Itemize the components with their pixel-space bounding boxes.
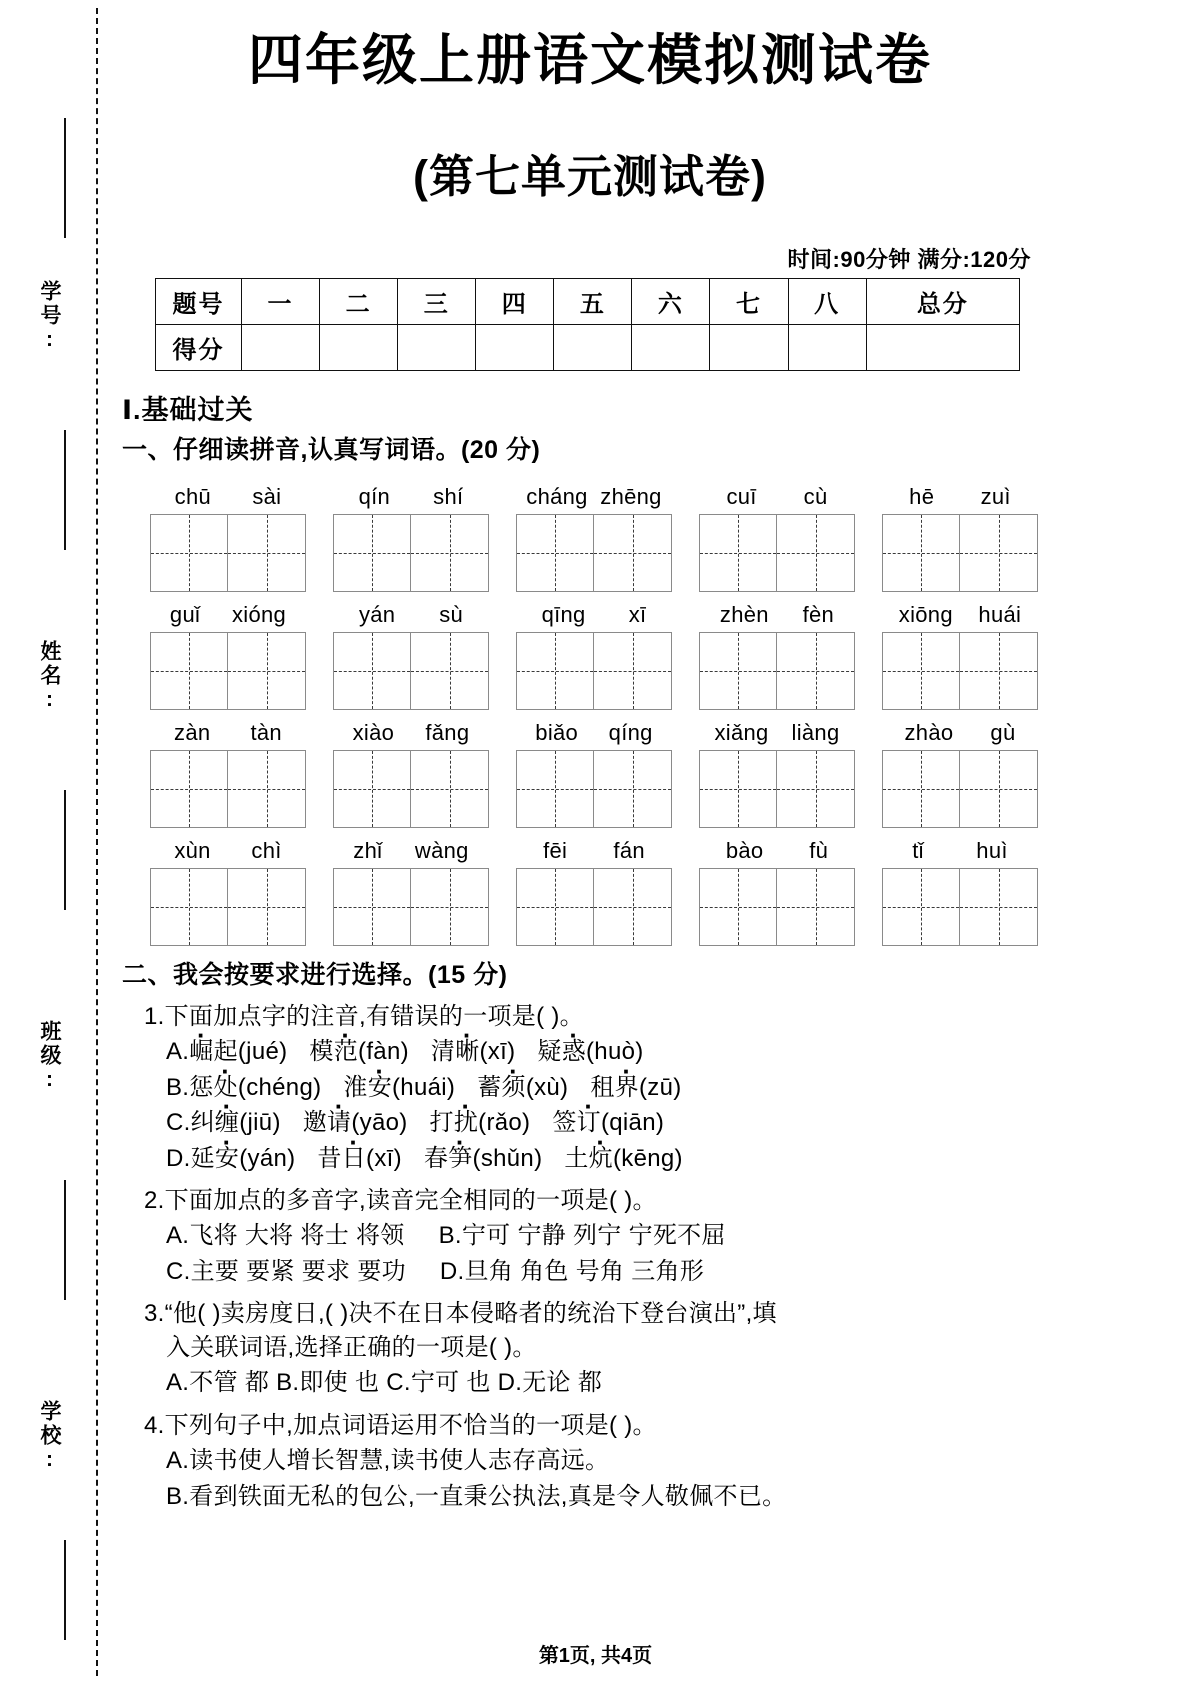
q2-label-d: D. xyxy=(439,1257,465,1285)
tianzige-cell[interactable] xyxy=(699,750,777,828)
tianzige-cell[interactable] xyxy=(777,868,855,946)
tianzige-cell[interactable] xyxy=(411,632,489,710)
table-row-question-numbers xyxy=(156,279,1020,325)
question-4-number: 4. xyxy=(144,1411,165,1439)
tianzige-grid[interactable] xyxy=(699,514,855,592)
pinyin-syllable: fù xyxy=(809,838,829,863)
pinyin-syllables xyxy=(333,716,489,746)
pinyin-syllables xyxy=(699,598,855,628)
emphasis-dot-char: 处 xyxy=(213,1073,238,1101)
q1-item-post: 起(jué) xyxy=(213,1038,288,1066)
score-col-4: 四 xyxy=(476,279,554,325)
q1-item xyxy=(343,1074,455,1101)
tianzige-cell[interactable] xyxy=(150,750,228,828)
tianzige-grid[interactable] xyxy=(882,868,1038,946)
tianzige-cell[interactable] xyxy=(777,750,855,828)
tianzige-cell[interactable] xyxy=(516,868,594,946)
pinyin-syllables xyxy=(150,716,306,746)
margin-divider-5 xyxy=(64,1540,66,1640)
pinyin-group xyxy=(699,480,855,592)
q1-item-pre: 延 xyxy=(190,1144,215,1172)
question-2-number: 2. xyxy=(144,1187,165,1215)
pinyin-syllable: fēi xyxy=(543,838,568,863)
q1-item xyxy=(189,1038,287,1065)
tianzige-cell[interactable] xyxy=(411,514,489,592)
emphasis-dot-char: 扰 xyxy=(453,1109,479,1137)
pinyin-group xyxy=(150,480,306,592)
pinyin-syllable: xùn xyxy=(174,838,211,863)
score-col-5: 五 xyxy=(554,279,632,325)
q1-item-pre: 惩 xyxy=(189,1073,214,1101)
pinyin-syllables xyxy=(699,480,855,510)
pinyin-syllable: xī xyxy=(628,602,647,627)
pinyin-group xyxy=(882,480,1038,592)
pinyin-group xyxy=(516,716,672,828)
q1-item-pre: 淮 xyxy=(343,1073,368,1101)
pinyin-syllables xyxy=(150,834,306,864)
emphasis-dot-char: 晰 xyxy=(455,1038,480,1066)
score-col-total: 总分 xyxy=(866,279,1019,325)
question-2-option-row-2[interactable] xyxy=(166,1254,1062,1290)
margin-divider-3 xyxy=(64,790,66,910)
pinyin-syllable: fèn xyxy=(802,602,835,627)
q4-label-a: A. xyxy=(166,1447,190,1474)
emphasis-dot-char: 惑 xyxy=(561,1038,586,1066)
tianzige-grid[interactable] xyxy=(333,632,489,710)
tianzige-cell[interactable] xyxy=(882,514,960,592)
emphasis-dot-char: 范 xyxy=(333,1038,359,1066)
tianzige-cell[interactable] xyxy=(594,514,672,592)
score-blank-5[interactable] xyxy=(554,325,632,371)
q1-item xyxy=(564,1145,682,1172)
margin-divider-1 xyxy=(64,118,66,238)
pinyin-syllable: zàn xyxy=(174,720,211,745)
q1-item xyxy=(431,1038,515,1065)
tianzige-grid[interactable] xyxy=(333,750,489,828)
q2-label-b: B. xyxy=(438,1222,462,1250)
q1-item-post: (huò) xyxy=(586,1038,644,1066)
margin-divider-4 xyxy=(64,1180,66,1300)
tianzige-cell[interactable] xyxy=(777,514,855,592)
pinyin-syllables xyxy=(516,834,672,864)
question-1-options xyxy=(166,1034,1062,1176)
pinyin-syllable: hē xyxy=(909,484,935,509)
tianzige-cell[interactable] xyxy=(594,632,672,710)
pinyin-group xyxy=(882,598,1038,710)
tianzige-grid[interactable] xyxy=(150,632,306,710)
question-4-text: 下列句子中,加点词语运用不恰当的一项是( )。 xyxy=(164,1411,657,1439)
pinyin-syllable: biǎo xyxy=(535,720,579,745)
score-blank-3[interactable] xyxy=(398,325,476,371)
emphasis-dot-char: 订 xyxy=(576,1109,601,1137)
tianzige-cell[interactable] xyxy=(882,750,960,828)
pinyin-syllables xyxy=(150,598,306,628)
tianzige-cell[interactable] xyxy=(411,868,489,946)
pinyin-row xyxy=(150,834,1050,952)
q1-item-pre: 清 xyxy=(430,1038,456,1066)
pinyin-syllables xyxy=(882,480,1038,510)
tianzige-cell[interactable] xyxy=(516,750,594,828)
tianzige-grid[interactable] xyxy=(150,750,306,828)
pinyin-syllable: huì xyxy=(976,838,1008,863)
pinyin-group xyxy=(516,598,672,710)
pinyin-syllable: huái xyxy=(978,602,1022,627)
pinyin-syllable: chì xyxy=(251,838,282,863)
pinyin-group xyxy=(699,598,855,710)
question-4-option-a[interactable] xyxy=(166,1443,1062,1479)
pinyin-syllables xyxy=(882,716,1038,746)
emphasis-dot-char: 崛 xyxy=(189,1038,214,1066)
pinyin-syllable: zhǐ xyxy=(353,838,383,863)
q1-item-post: (zū) xyxy=(638,1073,682,1101)
emphasis-dot-char: 炕 xyxy=(588,1144,613,1172)
score-blank-2[interactable] xyxy=(320,325,398,371)
q2-opt-a: 飞将 大将 将士 将领 xyxy=(189,1222,405,1250)
tianzige-grid[interactable] xyxy=(333,868,489,946)
tianzige-cell[interactable] xyxy=(960,514,1038,592)
exercise-1-heading: 一、仔细读拼音,认真写词语。(20 分) xyxy=(122,436,541,464)
q1-item xyxy=(191,1145,296,1172)
tianzige-cell[interactable] xyxy=(228,632,306,710)
emphasis-dot-char: 缠 xyxy=(214,1109,240,1137)
pinyin-syllable: zhào xyxy=(904,720,954,745)
tianzige-grid[interactable] xyxy=(150,514,306,592)
emphasis-dot-char: 界 xyxy=(614,1073,639,1101)
tianzige-cell[interactable] xyxy=(411,750,489,828)
pinyin-group xyxy=(882,716,1038,828)
margin-label-name: 姓名: xyxy=(38,640,61,714)
pinyin-group xyxy=(333,716,489,828)
pinyin-syllable: xiào xyxy=(352,720,395,745)
pinyin-syllable: shí xyxy=(433,484,464,509)
pinyin-group xyxy=(333,598,489,710)
question-1-option-b[interactable] xyxy=(166,1070,1062,1106)
q1-item-post: (rǎo) xyxy=(478,1109,531,1137)
score-blank-6[interactable] xyxy=(632,325,710,371)
emphasis-dot-char: 安 xyxy=(367,1073,393,1101)
pinyin-syllable: zhēng xyxy=(600,484,662,509)
tianzige-cell[interactable] xyxy=(960,632,1038,710)
q1-item-pre: 打 xyxy=(429,1109,454,1137)
q1-item xyxy=(430,1109,531,1136)
q1-label-b: B. xyxy=(166,1073,190,1101)
question-2-text: 下面加点的多音字,读音完全相同的一项是( )。 xyxy=(164,1187,657,1215)
q1-item-post: (chéng) xyxy=(237,1073,322,1101)
question-1-option-c[interactable] xyxy=(166,1105,1062,1141)
q1-item xyxy=(317,1145,401,1172)
q1-item xyxy=(477,1074,568,1101)
q4-text-a: 读书使人增长智慧,读书使人志存高远。 xyxy=(189,1447,610,1474)
tianzige-cell[interactable] xyxy=(594,750,672,828)
pinyin-syllable: zuì xyxy=(980,484,1011,509)
q1-item-pre: 签 xyxy=(552,1109,577,1137)
pinyin-row xyxy=(150,598,1050,716)
pinyin-row xyxy=(150,716,1050,834)
exercise-2-questions xyxy=(122,1000,1062,1514)
pinyin-syllables xyxy=(699,716,855,746)
tianzige-grid[interactable] xyxy=(699,632,855,710)
question-3-number: 3. xyxy=(144,1300,165,1328)
tianzige-cell[interactable] xyxy=(228,750,306,828)
score-blank-total[interactable] xyxy=(866,325,1019,371)
pinyin-group xyxy=(516,480,672,592)
pinyin-group xyxy=(150,598,306,710)
question-4-options xyxy=(166,1443,1062,1514)
pinyin-group xyxy=(516,834,672,946)
tianzige-grid[interactable] xyxy=(516,632,672,710)
tianzige-cell[interactable] xyxy=(594,868,672,946)
q1-item-pre: 土 xyxy=(564,1144,589,1172)
pinyin-syllable: cháng xyxy=(526,484,588,509)
pinyin-group xyxy=(699,716,855,828)
tianzige-cell[interactable] xyxy=(333,632,411,710)
tianzige-cell[interactable] xyxy=(777,632,855,710)
score-blank-7[interactable] xyxy=(710,325,788,371)
question-4-option-b[interactable] xyxy=(166,1479,1062,1515)
emphasis-dot-char: 笋 xyxy=(448,1144,473,1172)
pinyin-syllables xyxy=(333,834,489,864)
tianzige-cell[interactable] xyxy=(699,514,777,592)
pinyin-syllable: gù xyxy=(990,720,1016,745)
q2-label-c: C. xyxy=(166,1257,191,1285)
pinyin-group xyxy=(333,480,489,592)
tianzige-grid[interactable] xyxy=(882,750,1038,828)
tianzige-grid[interactable] xyxy=(882,514,1038,592)
question-1-number: 1. xyxy=(144,1003,165,1030)
page-footer: 第1页, 共4页 xyxy=(538,1645,653,1667)
score-table-row-label-0: 题号 xyxy=(156,279,242,325)
q1-item-pre: 租 xyxy=(590,1073,615,1101)
page-title: 四年级上册语文模拟测试卷 xyxy=(247,29,932,91)
pinyin-syllable: zhèn xyxy=(719,602,769,627)
tianzige-grid[interactable] xyxy=(516,514,672,592)
q1-item-post: (kēng) xyxy=(612,1144,683,1172)
pinyin-syllable: chū xyxy=(174,484,212,509)
tianzige-cell[interactable] xyxy=(882,868,960,946)
q1-item-post: (xī) xyxy=(366,1144,402,1172)
q1-item-post: (yán) xyxy=(239,1144,296,1172)
tianzige-cell[interactable] xyxy=(699,632,777,710)
pinyin-group xyxy=(882,834,1038,946)
pinyin-syllable: qīng xyxy=(541,602,586,627)
tianzige-cell[interactable] xyxy=(516,632,594,710)
question-2-option-row-1[interactable] xyxy=(166,1218,1062,1254)
q1-item-post: (xù) xyxy=(525,1073,569,1101)
tianzige-grid[interactable] xyxy=(882,632,1038,710)
question-3-stem xyxy=(144,1297,1062,1331)
emphasis-dot-char: 安 xyxy=(214,1144,240,1172)
score-col-1: 一 xyxy=(242,279,320,325)
question-1 xyxy=(122,1000,1062,1176)
question-3 xyxy=(122,1297,1062,1401)
q1-item-pre: 模 xyxy=(309,1038,334,1066)
pinyin-syllable: liàng xyxy=(791,720,840,745)
pinyin-row xyxy=(150,480,1050,598)
pinyin-syllables xyxy=(516,480,672,510)
pinyin-group xyxy=(150,716,306,828)
score-blank-1[interactable] xyxy=(242,325,320,371)
score-blank-8[interactable] xyxy=(788,325,866,371)
pinyin-group xyxy=(333,834,489,946)
score-blank-4[interactable] xyxy=(476,325,554,371)
q1-item xyxy=(552,1109,664,1136)
q1-item xyxy=(309,1038,408,1065)
tianzige-cell[interactable] xyxy=(333,868,411,946)
margin-label-school: 学校: xyxy=(38,1400,61,1474)
q1-item xyxy=(590,1074,681,1101)
pinyin-syllable: xiǎng xyxy=(714,720,769,745)
q1-item xyxy=(191,1109,281,1136)
question-3-text-line1: “他( )卖房度日,( )决不在日本侵略者的统治下登台演出”,填 xyxy=(164,1300,777,1328)
q4-text-b: 看到铁面无私的包公,一直秉公执法,真是令人敬佩不已。 xyxy=(189,1482,787,1510)
q2-opt-c: 主要 要紧 要求 要功 xyxy=(190,1257,406,1285)
q1-item-pre: 邀 xyxy=(302,1109,328,1137)
pinyin-writing-area xyxy=(150,480,1050,952)
score-col-2: 二 xyxy=(320,279,398,325)
tianzige-grid[interactable] xyxy=(516,868,672,946)
tianzige-grid[interactable] xyxy=(699,750,855,828)
q1-item xyxy=(424,1145,542,1172)
q1-item-pre: 春 xyxy=(423,1144,449,1172)
tianzige-cell[interactable] xyxy=(960,750,1038,828)
pinyin-syllable: sài xyxy=(252,484,282,509)
pinyin-syllables xyxy=(333,598,489,628)
pinyin-group xyxy=(699,834,855,946)
pinyin-syllables xyxy=(699,834,855,864)
q1-label-a: A. xyxy=(166,1038,190,1066)
emphasis-dot-char: 日 xyxy=(341,1144,367,1172)
q1-label-d: D. xyxy=(166,1144,191,1172)
pinyin-group xyxy=(150,834,306,946)
question-3-options[interactable]: A.不管 都 B.即使 也 C.宁可 也 D.无论 都 xyxy=(166,1369,603,1397)
q2-opt-b: 宁可 宁静 列宁 宁死不屈 xyxy=(461,1222,726,1250)
question-1-stem xyxy=(144,1000,1062,1034)
q1-item-post: (yāo) xyxy=(351,1109,408,1137)
q1-item-pre: 纠 xyxy=(190,1109,215,1137)
tianzige-grid[interactable] xyxy=(150,868,306,946)
pinyin-syllables xyxy=(150,480,306,510)
score-table-row-label-1: 得分 xyxy=(156,325,242,371)
pinyin-syllable: tàn xyxy=(250,720,282,745)
question-2-stem xyxy=(144,1184,1062,1218)
q1-item-pre: 昔 xyxy=(317,1144,342,1172)
tianzige-cell[interactable] xyxy=(882,632,960,710)
q4-label-b: B. xyxy=(166,1482,190,1510)
exercise-2-heading: 二、我会按要求进行选择。(15 分) xyxy=(122,961,508,989)
tianzige-cell[interactable] xyxy=(228,868,306,946)
pinyin-syllable: cù xyxy=(803,484,828,509)
pinyin-syllables xyxy=(333,480,489,510)
tianzige-cell[interactable] xyxy=(228,514,306,592)
q1-item-post: (xī) xyxy=(479,1038,516,1066)
pinyin-syllable: yán xyxy=(358,602,396,627)
pinyin-syllable: bào xyxy=(725,838,764,863)
emphasis-dot-char: 须 xyxy=(501,1073,526,1101)
tianzige-cell[interactable] xyxy=(699,868,777,946)
q1-label-c: C. xyxy=(166,1109,191,1137)
question-1-option-a[interactable] xyxy=(166,1034,1062,1070)
emphasis-dot-char: 请 xyxy=(327,1109,352,1137)
pinyin-syllables xyxy=(882,834,1038,864)
pinyin-syllable: tǐ xyxy=(912,838,924,863)
pinyin-syllable: qín xyxy=(358,484,391,509)
q1-item-post: (jiū) xyxy=(239,1109,281,1137)
tianzige-grid[interactable] xyxy=(699,868,855,946)
question-1-text: 下面加点字的注音,有错误的一项是( )。 xyxy=(164,1003,584,1030)
question-2-options xyxy=(166,1218,1062,1289)
tianzige-cell[interactable] xyxy=(150,632,228,710)
q1-item-pre: 蓄 xyxy=(477,1073,502,1101)
pinyin-syllable: xiōng xyxy=(898,602,953,627)
pinyin-syllable: fǎng xyxy=(425,720,470,745)
q1-item-post: (shǔn) xyxy=(472,1144,543,1172)
margin-divider-2 xyxy=(64,430,66,550)
pinyin-syllable: cuī xyxy=(726,484,757,509)
q1-item xyxy=(189,1074,321,1101)
question-1-option-d[interactable] xyxy=(166,1141,1062,1177)
tianzige-cell[interactable] xyxy=(960,868,1038,946)
score-col-8: 八 xyxy=(788,279,866,325)
pinyin-syllables xyxy=(516,716,672,746)
tianzige-cell[interactable] xyxy=(150,514,228,592)
margin-label-class: 班级: xyxy=(38,1020,61,1094)
margin-label-student-id: 学号: xyxy=(38,280,61,354)
pinyin-syllable: qíng xyxy=(608,720,653,745)
q1-item-pre: 疑 xyxy=(537,1038,562,1066)
tianzige-cell[interactable] xyxy=(333,750,411,828)
pinyin-syllable: xióng xyxy=(231,602,287,627)
question-4 xyxy=(122,1409,1062,1514)
page-subtitle: (第七单元测试卷) xyxy=(413,151,767,202)
tianzige-grid[interactable] xyxy=(516,750,672,828)
pinyin-syllable: guǐ xyxy=(169,602,201,627)
pinyin-syllables xyxy=(882,598,1038,628)
score-col-6: 六 xyxy=(632,279,710,325)
score-table xyxy=(155,278,1020,371)
pinyin-syllables xyxy=(516,598,672,628)
exam-meta-info: 时间:90分钟 满分:120分 xyxy=(787,247,1031,272)
tianzige-cell[interactable] xyxy=(516,514,594,592)
q1-item-post: (fàn) xyxy=(358,1038,409,1066)
score-col-3: 三 xyxy=(398,279,476,325)
tianzige-cell[interactable] xyxy=(333,514,411,592)
q2-label-a: A. xyxy=(166,1222,190,1250)
table-row-scores xyxy=(156,325,1020,371)
dashed-cut-line xyxy=(96,8,98,1676)
q1-item-post: (huái) xyxy=(392,1073,456,1101)
q2-opt-d: 旦角 角色 号角 三角形 xyxy=(464,1257,705,1285)
q1-item-post: (qiān) xyxy=(600,1109,665,1137)
section-heading-basics: Ⅰ.基础过关 xyxy=(122,395,254,425)
question-3-text-line2: 入关联词语,选择正确的一项是( )。 xyxy=(166,1334,537,1362)
pinyin-syllable: fán xyxy=(613,838,645,863)
question-2 xyxy=(122,1184,1062,1289)
score-col-7: 七 xyxy=(710,279,788,325)
tianzige-cell[interactable] xyxy=(150,868,228,946)
left-margin-strip xyxy=(0,0,110,1684)
tianzige-grid[interactable] xyxy=(333,514,489,592)
pinyin-syllable: sù xyxy=(439,602,464,627)
question-4-stem xyxy=(144,1409,1062,1443)
pinyin-syllable: wàng xyxy=(414,838,469,863)
